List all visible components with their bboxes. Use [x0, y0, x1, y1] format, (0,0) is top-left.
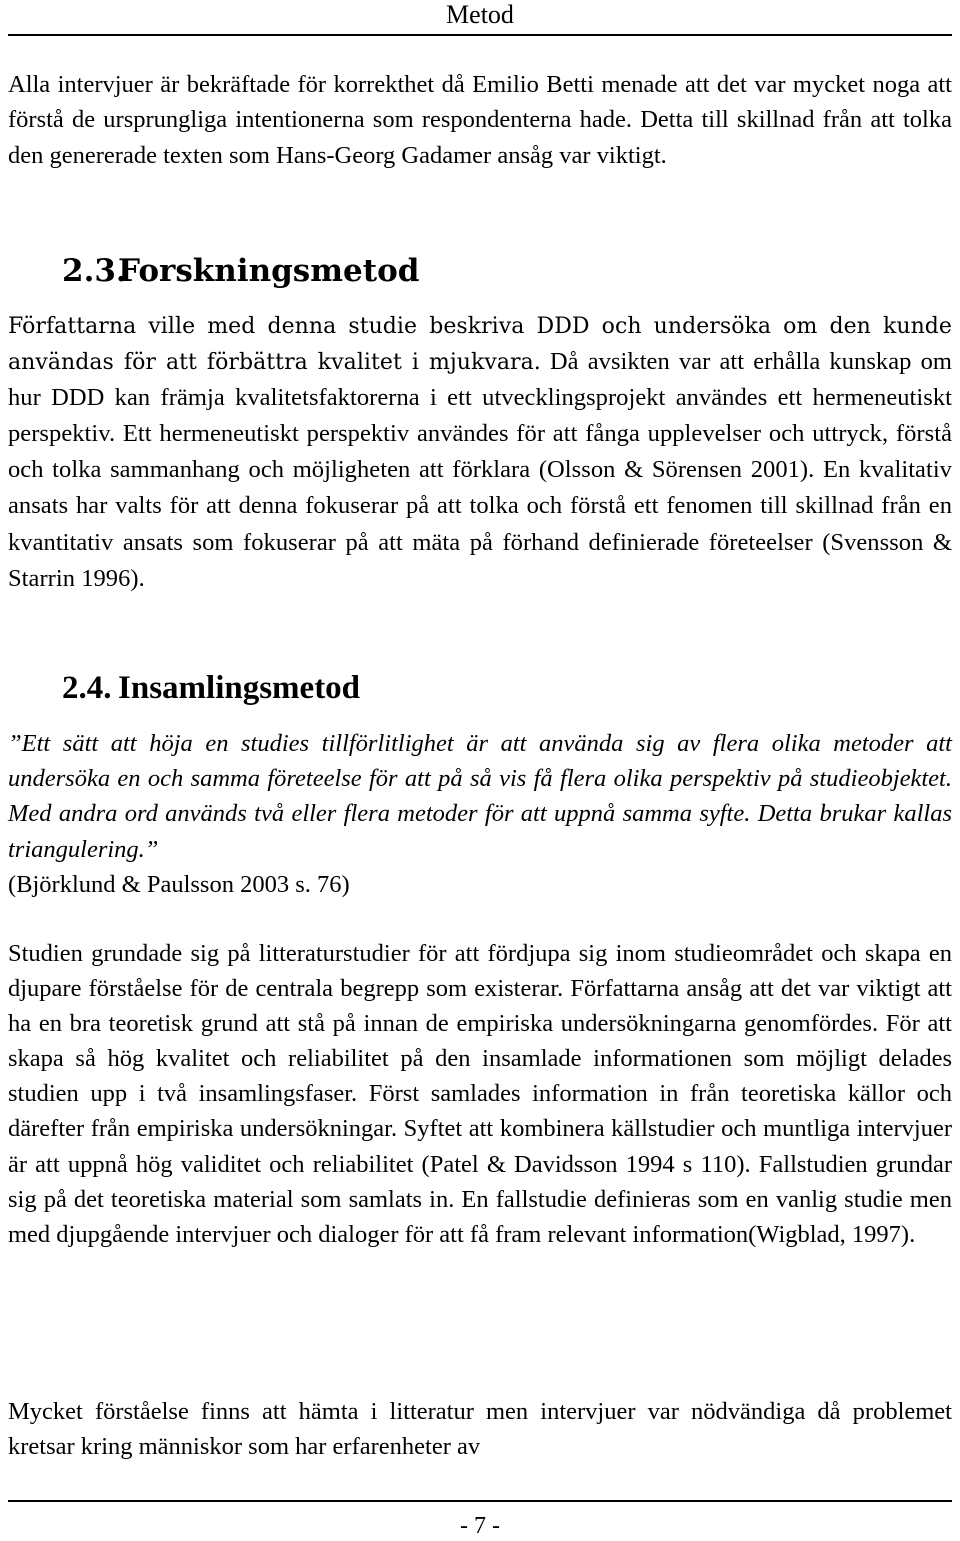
section-title: Insamlingsmetod — [118, 670, 361, 706]
running-header: Metod — [446, 0, 514, 29]
section-number: 2.4. — [62, 670, 112, 706]
block-quote — [8, 726, 952, 902]
intro-paragraph: Alla intervjuer är bekräftade för korrekthet då Emilio Betti menade att det var mycket noga att förstå de ursprungliga intentionerna som respondenterna hade. Detta till skillnad från att tolka den genererade texten som Hans-Georg Gadamer ansåg var viktigt. — [8, 71, 952, 169]
footer-rule — [8, 1500, 952, 1502]
quote-text: ”Ett sätt att höja en studies tillförlitlighet är att använda sig av flera olika metoder att undersöka en och samma företeelse för att på så vis få flera olika perspektiv på studieobjektet. Med andra ord används två eller flera metoder för att uppnå samma syfte. Detta brukar kallas triangulering.” — [8, 730, 952, 863]
forskningsmetod-paragraph-part1: Författarna ville med denna studie beskriva DDD och undersöka om den kunde användas för att förbättra kvalitet i mjukvara. — [8, 314, 952, 376]
insamlingsmetod-paragraph: Studien grundade sig på litteraturstudier för att fördjupa sig inom studieområdet och skapa en djupare förståelse för de centrala begrepp som existerar. Författarna ansåg att det var viktigt att ha en bra teoretisk grund att stå på innan de empiriska undersökningarna genomfördes. För att skapa så hög kvalitet och reliabilitet på den insamlade informationen som möjligt delades studien upp i två insamlingsfaser. Först samlades information in från teoretiska källor och därefter från empiriska undersökningar. Syftet att kombinera källstudier och muntliga intervjuer är att uppnå hög validitet och reliabilitet (Patel & Davidsson 1994 s 110). Fallstudien grundar sig på det teoretiska material som samlats in. En fallstudie definieras som en vanlig studie men med djupgående intervjuer och dialoger för att få fram relevant information(Wigblad, 1997). — [8, 940, 952, 1248]
section-number: 2.3. — [62, 253, 127, 289]
continued-paragraph: Mycket förståelse finns att hämta i litteratur men intervjuer var nödvändiga då problemet kretsar kring människor som har erfarenheter av — [8, 1398, 952, 1461]
section-title: Forskningsmetod — [118, 253, 420, 289]
section-heading-2-4 — [62, 668, 360, 708]
forskningsmetod-paragraph — [8, 309, 952, 597]
quote-reference: (Björklund & Paulsson 2003 s. 76) — [8, 870, 350, 898]
forskningsmetod-paragraph-part2: Då avsikten var att erhålla kunskap om hur DDD kan främja kvalitetsfaktorerna i ett utvecklingsprojekt användes ett hermeneutiskt perspektiv. Ett hermeneutiskt perspektiv användes för att fånga upplevelser och uttryck, förstå och tolka sammanhang och möjligheten att förklara (Olsson & Sörensen 2001). En kvalitativ ansats har valts för att denna fokuserar på att tolka och förstå ett fenomen till skillnad från en kvantitativ ansats som fokuserar på att mäta på förhand definierade företeelser (Svensson & Starrin 1996). — [8, 348, 952, 592]
header-rule — [8, 34, 952, 36]
section-heading-2-3 — [62, 251, 419, 291]
page-number: - 7 - — [460, 1513, 500, 1539]
